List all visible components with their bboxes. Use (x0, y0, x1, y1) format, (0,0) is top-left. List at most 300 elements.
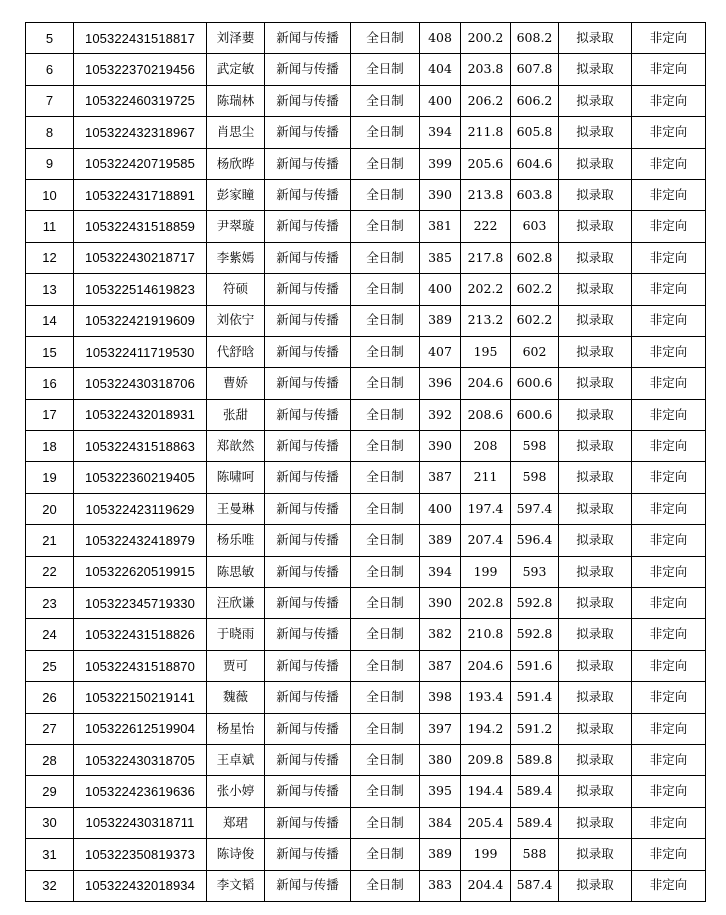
cell-candidate-id: 105322431518859 (74, 211, 207, 242)
cell-candidate-id: 105322430318706 (74, 368, 207, 399)
cell-first-score: 389 (420, 305, 461, 336)
cell-candidate-id: 105322350819373 (74, 839, 207, 870)
cell-first-score: 399 (420, 148, 461, 179)
table-row (26, 54, 706, 85)
cell-seq: 30 (26, 807, 74, 838)
cell-first-score: 383 (420, 870, 461, 901)
cell-name: 刘泽葽 (207, 23, 265, 54)
cell-status: 拟录取 (559, 399, 632, 430)
cell-type: 非定向 (632, 744, 706, 775)
cell-type: 非定向 (632, 682, 706, 713)
cell-seq: 12 (26, 242, 74, 273)
cell-status: 拟录取 (559, 305, 632, 336)
cell-candidate-id: 105322411719530 (74, 336, 207, 367)
cell-first-score: 389 (420, 525, 461, 556)
cell-type: 非定向 (632, 23, 706, 54)
cell-type: 非定向 (632, 274, 706, 305)
cell-second-score: 208.6 (461, 399, 511, 430)
cell-study-mode: 全日制 (351, 493, 420, 524)
cell-second-score: 202.8 (461, 588, 511, 619)
cell-second-score: 213.2 (461, 305, 511, 336)
cell-total-score: 587.4 (511, 870, 559, 901)
cell-status: 拟录取 (559, 619, 632, 650)
cell-seq: 19 (26, 462, 74, 493)
cell-study-mode: 全日制 (351, 336, 420, 367)
cell-type: 非定向 (632, 839, 706, 870)
cell-second-score: 200.2 (461, 23, 511, 54)
cell-total-score: 591.6 (511, 650, 559, 681)
cell-status: 拟录取 (559, 807, 632, 838)
cell-type: 非定向 (632, 117, 706, 148)
cell-type: 非定向 (632, 399, 706, 430)
cell-seq: 20 (26, 493, 74, 524)
cell-major: 新闻与传播 (265, 619, 351, 650)
cell-major: 新闻与传播 (265, 556, 351, 587)
cell-second-score: 217.8 (461, 242, 511, 273)
cell-total-score: 603.8 (511, 179, 559, 210)
cell-type: 非定向 (632, 870, 706, 901)
cell-second-score: 199 (461, 839, 511, 870)
cell-candidate-id: 105322150219141 (74, 682, 207, 713)
cell-seq: 5 (26, 23, 74, 54)
cell-first-score: 387 (420, 462, 461, 493)
cell-status: 拟录取 (559, 23, 632, 54)
cell-major: 新闻与传播 (265, 242, 351, 273)
cell-total-score: 602.2 (511, 274, 559, 305)
cell-study-mode: 全日制 (351, 713, 420, 744)
cell-major: 新闻与传播 (265, 399, 351, 430)
cell-major: 新闻与传播 (265, 431, 351, 462)
cell-name: 杨乐唯 (207, 525, 265, 556)
cell-candidate-id: 105322421919609 (74, 305, 207, 336)
cell-first-score: 400 (420, 274, 461, 305)
cell-second-score: 202.2 (461, 274, 511, 305)
cell-status: 拟录取 (559, 870, 632, 901)
cell-name: 符硕 (207, 274, 265, 305)
cell-seq: 31 (26, 839, 74, 870)
cell-study-mode: 全日制 (351, 588, 420, 619)
cell-name: 武定敏 (207, 54, 265, 85)
cell-seq: 10 (26, 179, 74, 210)
cell-status: 拟录取 (559, 462, 632, 493)
cell-name: 魏薇 (207, 682, 265, 713)
cell-first-score: 397 (420, 713, 461, 744)
cell-seq: 6 (26, 54, 74, 85)
table-row (26, 870, 706, 901)
cell-second-score: 210.8 (461, 619, 511, 650)
cell-seq: 11 (26, 211, 74, 242)
cell-major: 新闻与传播 (265, 839, 351, 870)
cell-seq: 32 (26, 870, 74, 901)
cell-first-score: 390 (420, 431, 461, 462)
table-row (26, 776, 706, 807)
cell-second-score: 194.4 (461, 776, 511, 807)
cell-total-score: 602 (511, 336, 559, 367)
cell-status: 拟录取 (559, 179, 632, 210)
table-row (26, 368, 706, 399)
cell-type: 非定向 (632, 713, 706, 744)
cell-name: 陈啸呵 (207, 462, 265, 493)
cell-total-score: 592.8 (511, 619, 559, 650)
cell-type: 非定向 (632, 431, 706, 462)
cell-candidate-id: 105322430318711 (74, 807, 207, 838)
table-row (26, 336, 706, 367)
cell-study-mode: 全日制 (351, 556, 420, 587)
cell-type: 非定向 (632, 242, 706, 273)
cell-total-score: 604.6 (511, 148, 559, 179)
cell-status: 拟录取 (559, 556, 632, 587)
cell-major: 新闻与传播 (265, 23, 351, 54)
cell-total-score: 606.2 (511, 85, 559, 116)
cell-candidate-id: 105322423619636 (74, 776, 207, 807)
cell-study-mode: 全日制 (351, 525, 420, 556)
cell-status: 拟录取 (559, 713, 632, 744)
cell-first-score: 380 (420, 744, 461, 775)
cell-seq: 29 (26, 776, 74, 807)
cell-candidate-id: 105322360219405 (74, 462, 207, 493)
cell-seq: 8 (26, 117, 74, 148)
cell-second-score: 208 (461, 431, 511, 462)
cell-status: 拟录取 (559, 744, 632, 775)
cell-type: 非定向 (632, 211, 706, 242)
table-row (26, 242, 706, 273)
cell-total-score: 591.2 (511, 713, 559, 744)
cell-name: 贾可 (207, 650, 265, 681)
cell-second-score: 203.8 (461, 54, 511, 85)
cell-major: 新闻与传播 (265, 682, 351, 713)
cell-total-score: 607.8 (511, 54, 559, 85)
cell-candidate-id: 105322430318705 (74, 744, 207, 775)
cell-major: 新闻与传播 (265, 148, 351, 179)
cell-name: 杨欣晔 (207, 148, 265, 179)
cell-status: 拟录取 (559, 148, 632, 179)
cell-seq: 27 (26, 713, 74, 744)
cell-first-score: 407 (420, 336, 461, 367)
cell-name: 陈诗俊 (207, 839, 265, 870)
cell-total-score: 603 (511, 211, 559, 242)
cell-candidate-id: 105322431518870 (74, 650, 207, 681)
cell-first-score: 400 (420, 85, 461, 116)
cell-first-score: 390 (420, 179, 461, 210)
cell-major: 新闻与传播 (265, 588, 351, 619)
cell-name: 曹娇 (207, 368, 265, 399)
cell-type: 非定向 (632, 462, 706, 493)
cell-status: 拟录取 (559, 776, 632, 807)
cell-seq: 15 (26, 336, 74, 367)
admission-list-table (25, 22, 706, 902)
cell-first-score: 390 (420, 588, 461, 619)
cell-candidate-id: 105322431518826 (74, 619, 207, 650)
cell-candidate-id: 105322514619823 (74, 274, 207, 305)
table-row (26, 274, 706, 305)
cell-total-score: 602.2 (511, 305, 559, 336)
cell-second-score: 211.8 (461, 117, 511, 148)
cell-major: 新闻与传播 (265, 305, 351, 336)
cell-candidate-id: 105322460319725 (74, 85, 207, 116)
table-row (26, 525, 706, 556)
cell-second-score: 199 (461, 556, 511, 587)
cell-status: 拟录取 (559, 368, 632, 399)
cell-first-score: 394 (420, 556, 461, 587)
cell-first-score: 395 (420, 776, 461, 807)
cell-total-score: 591.4 (511, 682, 559, 713)
cell-status: 拟录取 (559, 211, 632, 242)
cell-study-mode: 全日制 (351, 682, 420, 713)
cell-status: 拟录取 (559, 682, 632, 713)
cell-name: 于晓雨 (207, 619, 265, 650)
table-row (26, 148, 706, 179)
cell-second-score: 206.2 (461, 85, 511, 116)
cell-name: 王曼琳 (207, 493, 265, 524)
cell-study-mode: 全日制 (351, 650, 420, 681)
cell-total-score: 605.8 (511, 117, 559, 148)
cell-study-mode: 全日制 (351, 776, 420, 807)
cell-seq: 14 (26, 305, 74, 336)
cell-candidate-id: 105322370219456 (74, 54, 207, 85)
cell-status: 拟录取 (559, 85, 632, 116)
cell-first-score: 389 (420, 839, 461, 870)
cell-major: 新闻与传播 (265, 744, 351, 775)
cell-study-mode: 全日制 (351, 462, 420, 493)
cell-study-mode: 全日制 (351, 179, 420, 210)
cell-major: 新闻与传播 (265, 807, 351, 838)
cell-second-score: 209.8 (461, 744, 511, 775)
cell-first-score: 381 (420, 211, 461, 242)
cell-second-score: 204.6 (461, 650, 511, 681)
cell-candidate-id: 105322431718891 (74, 179, 207, 210)
cell-first-score: 382 (420, 619, 461, 650)
cell-study-mode: 全日制 (351, 274, 420, 305)
cell-major: 新闻与传播 (265, 525, 351, 556)
cell-total-score: 600.6 (511, 368, 559, 399)
cell-major: 新闻与传播 (265, 336, 351, 367)
cell-candidate-id: 105322432018934 (74, 870, 207, 901)
cell-type: 非定向 (632, 493, 706, 524)
table-row (26, 117, 706, 148)
table-row (26, 588, 706, 619)
cell-first-score: 392 (420, 399, 461, 430)
cell-seq: 23 (26, 588, 74, 619)
table-row (26, 211, 706, 242)
cell-second-score: 211 (461, 462, 511, 493)
cell-candidate-id: 105322431518817 (74, 23, 207, 54)
cell-study-mode: 全日制 (351, 368, 420, 399)
cell-seq: 16 (26, 368, 74, 399)
cell-seq: 25 (26, 650, 74, 681)
cell-study-mode: 全日制 (351, 117, 420, 148)
cell-total-score: 598 (511, 462, 559, 493)
table-row (26, 399, 706, 430)
cell-status: 拟录取 (559, 431, 632, 462)
cell-major: 新闻与传播 (265, 713, 351, 744)
cell-name: 陈思敏 (207, 556, 265, 587)
cell-second-score: 213.8 (461, 179, 511, 210)
cell-name: 汪欣谦 (207, 588, 265, 619)
cell-major: 新闻与传播 (265, 117, 351, 148)
cell-first-score: 400 (420, 493, 461, 524)
cell-study-mode: 全日制 (351, 399, 420, 430)
cell-study-mode: 全日制 (351, 211, 420, 242)
cell-candidate-id: 105322432418979 (74, 525, 207, 556)
cell-type: 非定向 (632, 368, 706, 399)
cell-study-mode: 全日制 (351, 242, 420, 273)
cell-status: 拟录取 (559, 493, 632, 524)
cell-seq: 22 (26, 556, 74, 587)
cell-name: 杨星怡 (207, 713, 265, 744)
cell-type: 非定向 (632, 305, 706, 336)
cell-total-score: 588 (511, 839, 559, 870)
table-row (26, 431, 706, 462)
cell-seq: 18 (26, 431, 74, 462)
cell-total-score: 589.4 (511, 807, 559, 838)
cell-second-score: 204.6 (461, 368, 511, 399)
cell-seq: 9 (26, 148, 74, 179)
cell-status: 拟录取 (559, 274, 632, 305)
cell-seq: 28 (26, 744, 74, 775)
cell-candidate-id: 105322431518863 (74, 431, 207, 462)
cell-status: 拟录取 (559, 650, 632, 681)
cell-first-score: 408 (420, 23, 461, 54)
cell-second-score: 193.4 (461, 682, 511, 713)
cell-study-mode: 全日制 (351, 431, 420, 462)
cell-major: 新闻与传播 (265, 776, 351, 807)
cell-second-score: 205.4 (461, 807, 511, 838)
cell-major: 新闻与传播 (265, 650, 351, 681)
cell-status: 拟录取 (559, 839, 632, 870)
cell-study-mode: 全日制 (351, 23, 420, 54)
cell-first-score: 385 (420, 242, 461, 273)
cell-name: 陈瑞林 (207, 85, 265, 116)
cell-study-mode: 全日制 (351, 744, 420, 775)
cell-seq: 17 (26, 399, 74, 430)
cell-name: 王卓斌 (207, 744, 265, 775)
cell-study-mode: 全日制 (351, 619, 420, 650)
cell-status: 拟录取 (559, 117, 632, 148)
table-row (26, 713, 706, 744)
table-row (26, 682, 706, 713)
cell-status: 拟录取 (559, 242, 632, 273)
cell-candidate-id: 105322432318967 (74, 117, 207, 148)
cell-name: 郑珺 (207, 807, 265, 838)
cell-total-score: 608.2 (511, 23, 559, 54)
table-row (26, 179, 706, 210)
cell-second-score: 222 (461, 211, 511, 242)
table-row (26, 839, 706, 870)
cell-major: 新闻与传播 (265, 179, 351, 210)
cell-type: 非定向 (632, 525, 706, 556)
cell-name: 李紫嫣 (207, 242, 265, 273)
cell-type: 非定向 (632, 776, 706, 807)
cell-second-score: 195 (461, 336, 511, 367)
cell-name: 刘依宁 (207, 305, 265, 336)
table-row (26, 462, 706, 493)
cell-second-score: 204.4 (461, 870, 511, 901)
cell-major: 新闻与传播 (265, 211, 351, 242)
table-row (26, 556, 706, 587)
cell-first-score: 404 (420, 54, 461, 85)
cell-type: 非定向 (632, 336, 706, 367)
cell-seq: 26 (26, 682, 74, 713)
table-row (26, 650, 706, 681)
cell-second-score: 197.4 (461, 493, 511, 524)
cell-type: 非定向 (632, 148, 706, 179)
cell-total-score: 596.4 (511, 525, 559, 556)
cell-study-mode: 全日制 (351, 85, 420, 116)
cell-first-score: 396 (420, 368, 461, 399)
cell-total-score: 600.6 (511, 399, 559, 430)
cell-total-score: 592.8 (511, 588, 559, 619)
cell-total-score: 597.4 (511, 493, 559, 524)
table-row (26, 493, 706, 524)
cell-type: 非定向 (632, 85, 706, 116)
cell-name: 郑歆然 (207, 431, 265, 462)
cell-name: 张甜 (207, 399, 265, 430)
cell-first-score: 394 (420, 117, 461, 148)
cell-status: 拟录取 (559, 588, 632, 619)
cell-study-mode: 全日制 (351, 148, 420, 179)
cell-name: 张小婷 (207, 776, 265, 807)
cell-candidate-id: 105322620519915 (74, 556, 207, 587)
cell-status: 拟录取 (559, 54, 632, 85)
cell-major: 新闻与传播 (265, 462, 351, 493)
cell-study-mode: 全日制 (351, 305, 420, 336)
table-row (26, 619, 706, 650)
cell-name: 彭家瞳 (207, 179, 265, 210)
cell-total-score: 589.4 (511, 776, 559, 807)
cell-status: 拟录取 (559, 336, 632, 367)
cell-study-mode: 全日制 (351, 54, 420, 85)
cell-name: 尹翠璇 (207, 211, 265, 242)
cell-total-score: 593 (511, 556, 559, 587)
cell-type: 非定向 (632, 807, 706, 838)
cell-type: 非定向 (632, 619, 706, 650)
cell-candidate-id: 105322432018931 (74, 399, 207, 430)
cell-study-mode: 全日制 (351, 839, 420, 870)
cell-seq: 21 (26, 525, 74, 556)
cell-type: 非定向 (632, 54, 706, 85)
cell-type: 非定向 (632, 650, 706, 681)
cell-status: 拟录取 (559, 525, 632, 556)
table-row (26, 807, 706, 838)
cell-first-score: 398 (420, 682, 461, 713)
cell-type: 非定向 (632, 588, 706, 619)
cell-seq: 13 (26, 274, 74, 305)
cell-total-score: 602.8 (511, 242, 559, 273)
cell-first-score: 387 (420, 650, 461, 681)
cell-name: 代舒晗 (207, 336, 265, 367)
cell-name: 肖思尘 (207, 117, 265, 148)
cell-study-mode: 全日制 (351, 807, 420, 838)
cell-major: 新闻与传播 (265, 493, 351, 524)
cell-major: 新闻与传播 (265, 54, 351, 85)
cell-seq: 7 (26, 85, 74, 116)
cell-type: 非定向 (632, 556, 706, 587)
cell-type: 非定向 (632, 179, 706, 210)
table-row (26, 85, 706, 116)
cell-total-score: 598 (511, 431, 559, 462)
cell-study-mode: 全日制 (351, 870, 420, 901)
cell-candidate-id: 105322430218717 (74, 242, 207, 273)
table-row (26, 23, 706, 54)
cell-candidate-id: 105322423119629 (74, 493, 207, 524)
cell-major: 新闻与传播 (265, 274, 351, 305)
cell-second-score: 194.2 (461, 713, 511, 744)
cell-candidate-id: 105322612519904 (74, 713, 207, 744)
table-row (26, 744, 706, 775)
table-row (26, 305, 706, 336)
cell-major: 新闻与传播 (265, 870, 351, 901)
cell-candidate-id: 105322345719330 (74, 588, 207, 619)
